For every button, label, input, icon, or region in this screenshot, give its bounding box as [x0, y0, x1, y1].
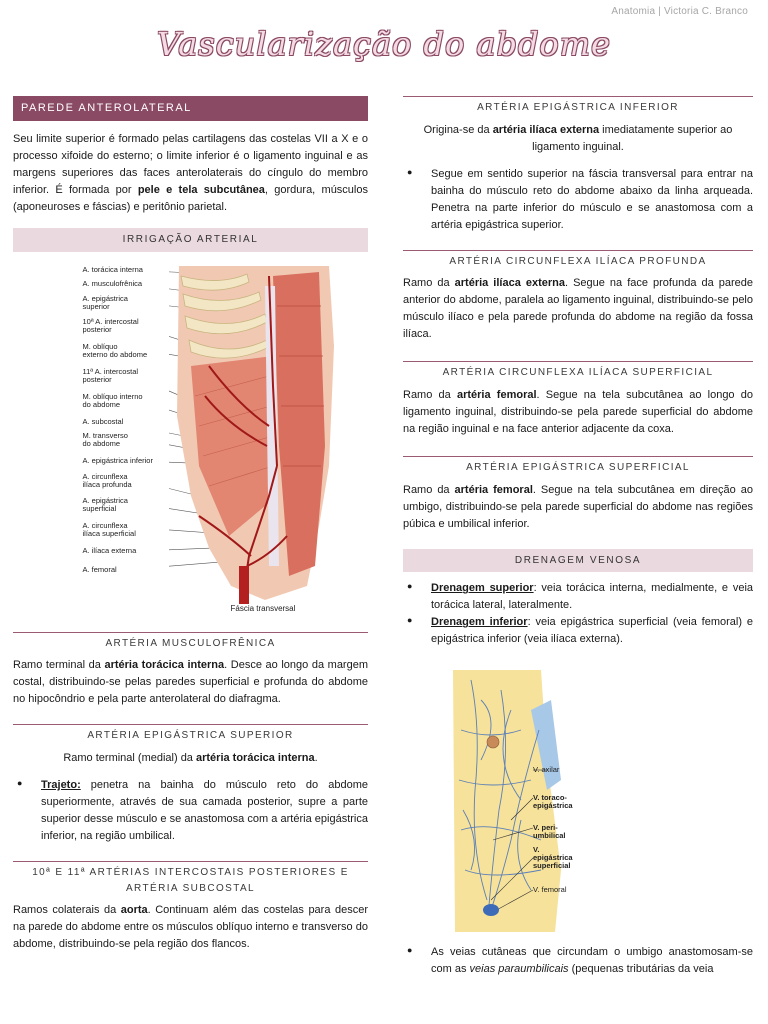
figure-label: A. circunflexa ilíaca profunda: [82, 471, 132, 489]
musculofrenica-text: Ramo terminal da artéria torácica interna. Desce ao longo da margem costal, distribuindo-se pelas paredes superficial e profunda do abdome no hipocôndrio e pela parte anterolateral do diafragma.: [13, 659, 368, 706]
epigastrica-superficial-text: Ramo da artéria femoral. Segue na tela subcutânea em direção ao umbigo, distribuindo-se pela parede superficial do abdome nas regiões púbica e umbilical inferior.: [403, 483, 753, 530]
left-column: [13, 92, 368, 953]
figure-label: A. subcostal: [82, 416, 124, 426]
epigastrica-superior-list: [13, 777, 368, 845]
figure-label: M. oblíquo interno do abdome: [82, 391, 143, 409]
section-title-parede: PAREDE ANTEROLATERAL: [13, 96, 368, 121]
header-tag: Anatomia | Victoria C. Branco: [611, 6, 748, 17]
figure-label: 10ª A. intercostal posterior: [82, 316, 139, 334]
page-title: Vascularização do abdome: [157, 25, 611, 63]
section-title-circunflexa-superficial: ARTÉRIA CIRCUNFLEXA ILÍACA SUPERFICIAL: [403, 361, 753, 381]
section-title-irrigacao: IRRIGAÇÃO ARTERIAL: [13, 228, 368, 252]
figure-label: 11ª A. intercostal posterior: [82, 366, 139, 384]
figure-label: M. oblíquo externo do abdome: [82, 341, 148, 359]
veias-list: [403, 944, 753, 978]
epigastrica-inferior-list: [403, 166, 753, 234]
figure-label: A. torácica interna: [82, 264, 143, 274]
circunflexa-profunda-text: Ramo da artéria ilíaca externa. Segue na face profunda da parede anterior do abdome, paralela ao ligamento inguinal, distribuindo-se pelo músculo ilíaco e pela parede profunda do abdome na região da fossa ilíaca.: [403, 277, 753, 341]
vein-label: V. toraco- epigástrica: [533, 793, 573, 811]
section-title-intercostais: 10ª E 11ª ARTÉRIAS INTERCOSTAIS POSTERIORES E ARTÉRIA SUBCOSTAL: [13, 861, 368, 896]
section-title-epigastrica-superficial: ARTÉRIA EPIGÁSTRICA SUPERFICIAL: [403, 456, 753, 476]
vein-label: V. epigástrica superficial: [533, 845, 573, 871]
section-title-epigastrica-inferior: ARTÉRIA EPIGÁSTRICA INFERIOR: [403, 96, 753, 116]
right-column: [403, 92, 753, 979]
section-title-musculofrenica: ARTÉRIA MUSCULOFRÊNICA: [13, 632, 368, 652]
figure-label: A. epigástrica superficial: [82, 495, 128, 513]
list-item: ● Drenagem inferior: veia epigástrica superficial (veia femoral) e epigástrica inferior (veia ilíaca externa).: [403, 614, 753, 648]
list-item: ● Drenagem superior: veia torácica interna, medialmente, e veia torácica lateral, lateralmente.: [403, 580, 753, 614]
arterial-figure: [41, 266, 341, 618]
figure-label: A. epigástrica superior: [82, 293, 128, 311]
vein-label: V. femoral: [533, 885, 567, 895]
intercostais-text: Ramos colaterais da aorta. Continuam além das costelas para descer na parede do abdome entre os músculos oblíquo interno e transverso do abdome, distribuindo-se pela região dos flancos.: [13, 904, 368, 951]
abdominal-wall-illustration: [169, 266, 341, 606]
drenagem-list: [403, 580, 753, 648]
venous-figure: [451, 670, 611, 932]
circunflexa-superficial-text: Ramo da artéria femoral. Segue na tela subcutânea ao longo do ligamento inguinal, distribuindo-se pela parede superficial do abdome na região inguinal e na face anterior adjacente da coxa.: [403, 388, 753, 436]
vein-label: V. peri- umbilical: [533, 823, 566, 841]
figure-label: A. epigástrica inferior: [82, 455, 153, 465]
vein-label: V. axilar: [533, 765, 560, 775]
section-title-epigastrica-superior: ARTÉRIA EPIGÁSTRICA SUPERIOR: [13, 724, 368, 744]
figure-label: M. transverso do abdome: [82, 430, 128, 448]
figure-label: A. circunflexa ilíaca superficial: [82, 520, 136, 538]
epigastrica-inferior-text: Origina-se da artéria ilíaca externa imediatamente superior ao ligamento inguinal.: [423, 123, 733, 153]
epigastrica-superior-text: Ramo terminal (medial) da artéria torácica interna.: [63, 751, 318, 764]
parede-text: Seu limite superior é formado pelas cartilagens das costelas VII a X e o processo xifoide do esterno; o limite inferior é o ligamento inguinal e as margens superiores das faces anterolaterais do cíngulo do membro inferior. É formada por pele e tela subcutânea, gordura, músculos (aponeuroses e fáscias) e peritônio parietal.: [13, 133, 368, 214]
figure-label: A. musculofrênica: [82, 278, 143, 288]
list-item: ● As veias cutâneas que circundam o umbigo anastomosam-se com as veias paraumbilicais (pequenas tributárias da veia: [403, 944, 753, 978]
section-title-drenagem: DRENAGEM VENOSA: [403, 549, 753, 573]
list-item: ● Trajeto: penetra na bainha do músculo reto do abdome superiormente, através de sua camada posterior, supre a parte superior desse músculo e se anastomosa com a artéria epigástrica inferior, na região umbilical.: [13, 777, 368, 845]
figure-label: A. ilíaca externa: [82, 545, 137, 555]
figure-label: A. femoral: [82, 564, 117, 574]
figure-label-fascia: Fáscia transversal: [230, 603, 296, 613]
list-item: ● Segue em sentido superior na fáscia transversal para entrar na bainha do músculo reto do abdome abaixo da linha arqueada. Penetra na parte inferior do músculo e se anastomosa com a artéria epigástrica superior.: [403, 166, 753, 234]
section-title-circunflexa-profunda: ARTÉRIA CIRCUNFLEXA ILÍACA PROFUNDA: [403, 250, 753, 270]
